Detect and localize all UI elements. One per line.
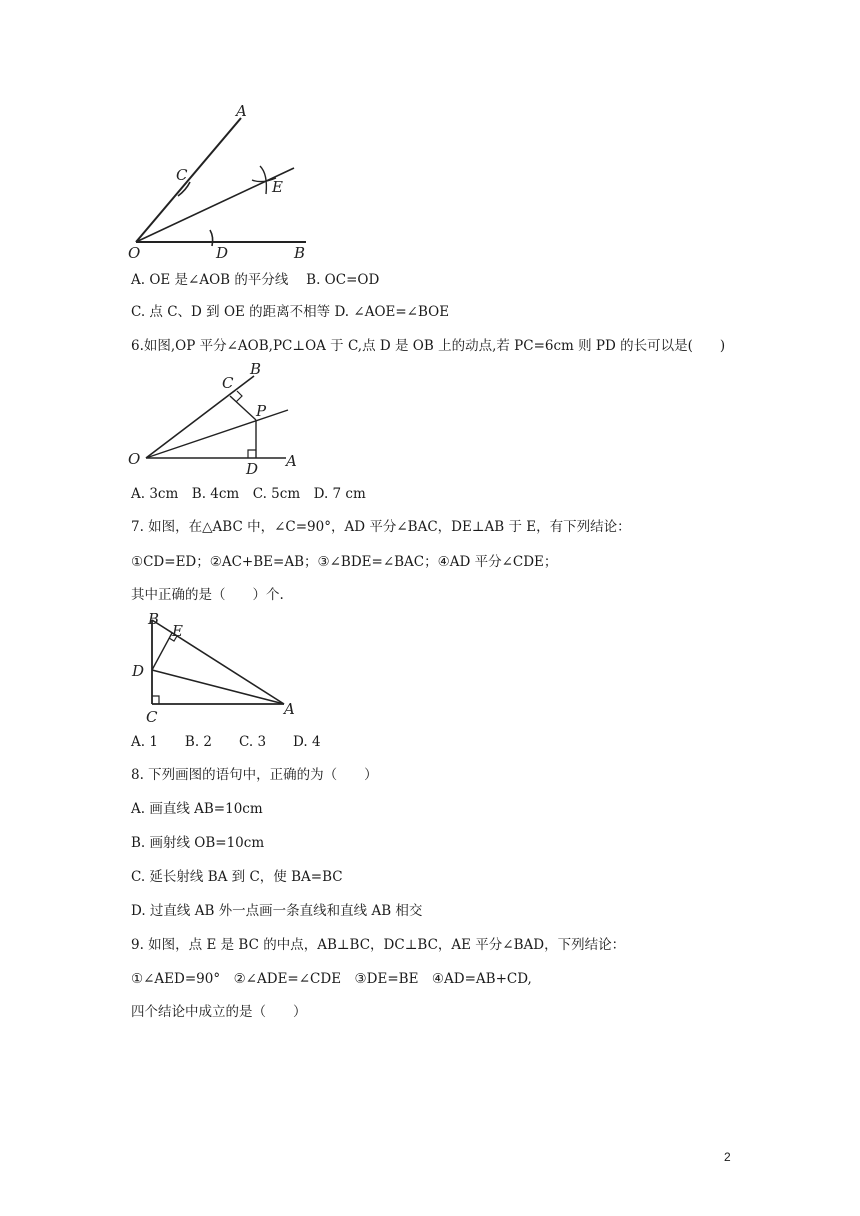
right-angle-c	[236, 391, 242, 402]
q8-option-a: A. 画直线 AB=10cm	[131, 801, 263, 817]
figure-op-bisector-perpendiculars	[126, 360, 306, 478]
q9-stem: 9. 如图，点 E 是 BC 的中点，AB⊥BC，DC⊥BC，AE 平分∠BAD，下列结论：	[131, 937, 626, 953]
q9-question: 四个结论中成立的是（ ）	[131, 1004, 307, 1020]
q8-option-d: D. 过直线 AB 外一点画一条直线和直线 AB 相交	[131, 903, 423, 919]
label-c: C	[222, 374, 234, 392]
label-d: D	[216, 244, 229, 262]
q5-options-cd: C. 点 C、D 到 OE 的距离不相等 D. ∠AOE=∠BOE	[131, 304, 450, 320]
label-a: A	[236, 104, 247, 120]
q9-conclusions: ①∠AED=90° ②∠ADE=∠CDE ③DE=BE ④AD=AB+CD,	[131, 971, 532, 987]
q6-stem: 6.如图,OP 平分∠AOB,PC⊥OA 于 C,点 D 是 OB 上的动点,若 PC=6cm 则 PD 的长可以是( )	[131, 338, 726, 354]
figure-right-triangle-abc	[128, 610, 308, 725]
right-angle-c	[152, 696, 159, 704]
figure-angle-bisector-construction	[126, 104, 316, 264]
q8-stem: 8. 下列画图的语句中，正确的为（ ）	[131, 767, 378, 783]
label-c: C	[146, 708, 158, 725]
q7-question: 其中正确的是（ ）个.	[131, 587, 284, 603]
arc-d	[210, 230, 213, 246]
label-b: B	[148, 610, 160, 628]
label-o: O	[128, 244, 141, 262]
label-c: C	[176, 166, 188, 184]
ray-oa	[136, 118, 241, 242]
segment-da	[152, 670, 284, 704]
label-b: B	[294, 244, 306, 262]
label-b: B	[250, 360, 262, 378]
segment-pc	[230, 396, 256, 420]
label-p: P	[256, 402, 267, 420]
q6-options: A. 3cm B. 4cm C. 5cm D. 7 cm	[131, 486, 366, 502]
q8-option-c: C. 延长射线 BA 到 C，使 BA=BC	[131, 869, 343, 885]
page-number: 2	[724, 1150, 731, 1164]
label-a: A	[286, 452, 297, 470]
ray-oe	[136, 168, 294, 242]
right-angle-d	[248, 450, 256, 458]
q7-conclusions: ①CD=ED；②AC+BE=AB；③∠BDE=∠BAC；④AD 平分∠CDE；	[131, 554, 558, 570]
q7-options: A. 1 B. 2 C. 3 D. 4	[131, 734, 321, 750]
label-e: E	[272, 178, 283, 196]
label-d: D	[132, 662, 145, 680]
arc-e2	[260, 166, 266, 194]
q8-option-b: B. 画射线 OB=10cm	[131, 835, 265, 851]
label-a: A	[284, 700, 295, 718]
label-d: D	[246, 460, 259, 478]
label-e: E	[172, 622, 183, 640]
ray-ob	[146, 376, 254, 458]
q5-options-ab: A. OE 是∠AOB 的平分线 B. OC=OD	[131, 272, 380, 288]
q7-stem: 7. 如图，在△ABC 中，∠C=90°，AD 平分∠BAC，DE⊥AB 于 E，有下列结论：	[131, 519, 631, 535]
ray-op	[146, 410, 288, 458]
label-o: O	[128, 450, 141, 468]
